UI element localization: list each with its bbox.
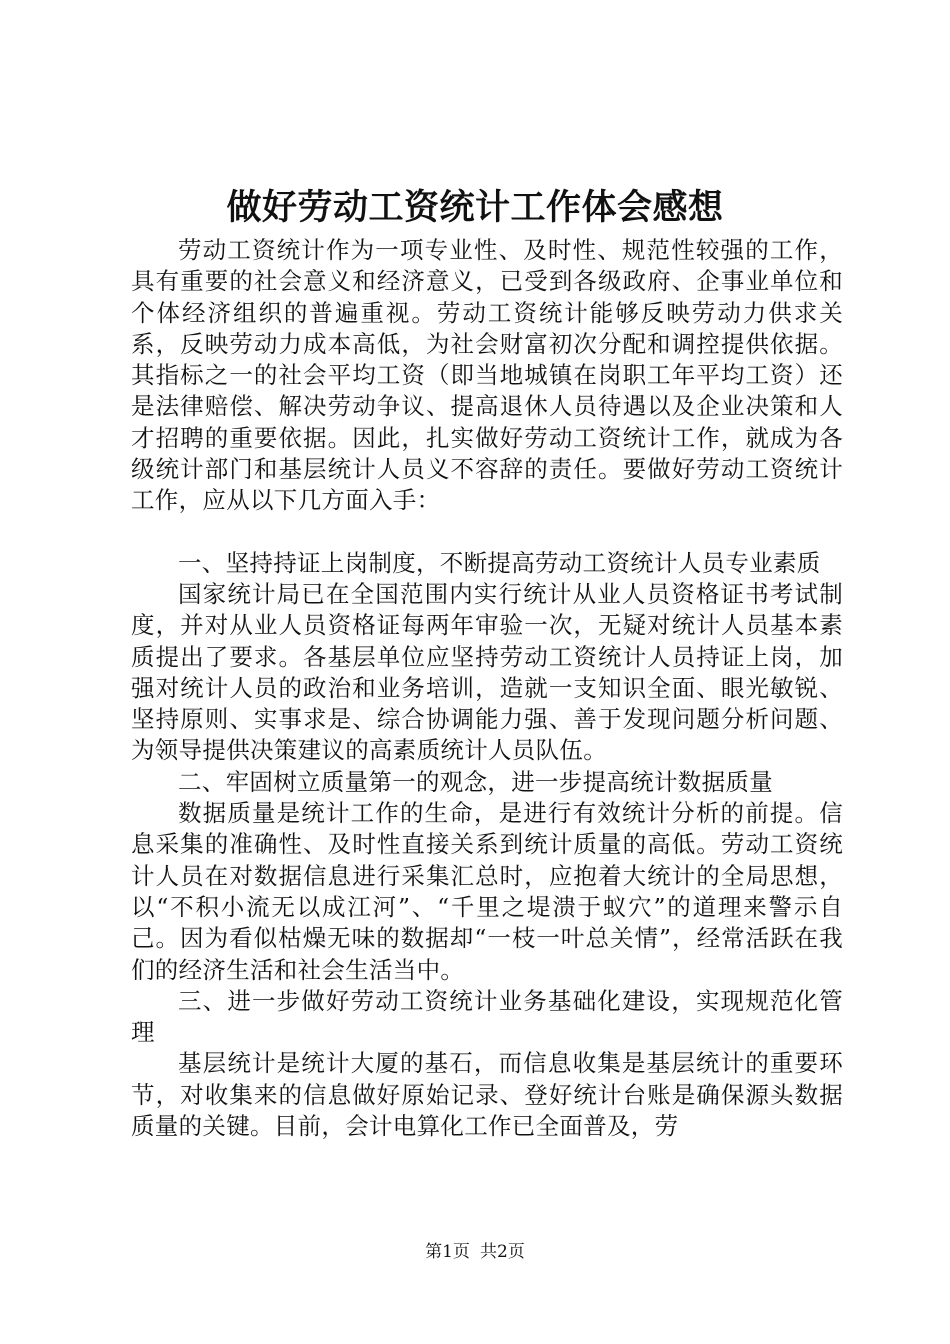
- page-total: 共2页: [480, 1242, 525, 1262]
- paragraph-section-3: 基层统计是统计大厦的基石，而信息收集是基层统计的重要环节，对收集来的信息做好原始记录、登好统计台账是确保源头数据质量的关键。目前，会计电算化工作已全面普及，劳: [131, 1049, 843, 1141]
- document-body: [131, 235, 843, 1142]
- page-number: 第1页: [425, 1242, 470, 1262]
- page-footer: [0, 1240, 950, 1264]
- paragraph-intro: 劳动工资统计作为一项专业性、及时性、规范性较强的工作，具有重要的社会意义和经济意义，已受到各级政府、企事业单位和个体经济组织的普遍重视。劳动工资统计能够反映劳动力供求关系，反映劳动力成本高低，为社会财富初次分配和调控提供依据。其指标之一的社会平均工资（即当地城镇在岗职工年平均工资）还是法律赔偿、解决劳动争议、提高退休人员待遇以及企业决策和人才招聘的重要依据。因此，扎实做好劳动工资统计工作，就成为各级统计部门和基层统计人员义不容辞的责任。要做好劳动工资统计工作，应从以下几方面入手：: [131, 236, 843, 515]
- document-title: 做好劳动工资统计工作体会感想: [226, 187, 724, 228]
- section-heading-1: 一、坚持持证上岗制度，不断提高劳动工资统计人员专业素质: [178, 548, 821, 577]
- section-heading-3: 三、进一步做好劳动工资统计业务基础化建设，实现规范化管理: [131, 986, 843, 1047]
- paragraph-section-1: 国家统计局已在全国范围内实行统计从业人员资格证书考试制度，并对从业人员资格证每两年审验一次，无疑对统计人员基本素质提出了要求。各基层单位应坚持劳动工资统计人员持证上岗，加强对统计人员的政治和业务培训，造就一支知识全面、眼光敏锐、坚持原则、实事求是、综合协调能力强、善于发现问题分析问题、为领导提供决策建议的高素质统计人员队伍。: [131, 579, 843, 765]
- paragraph-section-2: 数据质量是统计工作的生命，是进行有效统计分析的前提。信息采集的准确性、及时性直接关系到统计质量的高低。劳动工资统计人员在对数据信息进行采集汇总时，应抱着大统计的全局思想，以“不积小流无以成江河”、“千里之堤溃于蚁穴”的道理来警示自己。因为看似枯燥无味的数据却“一枝一叶总关情”，经常活跃在我们的经济生活和社会生活当中。: [131, 799, 843, 984]
- section-heading-2: 二、牢固树立质量第一的观念，进一步提高统计数据质量: [178, 767, 773, 796]
